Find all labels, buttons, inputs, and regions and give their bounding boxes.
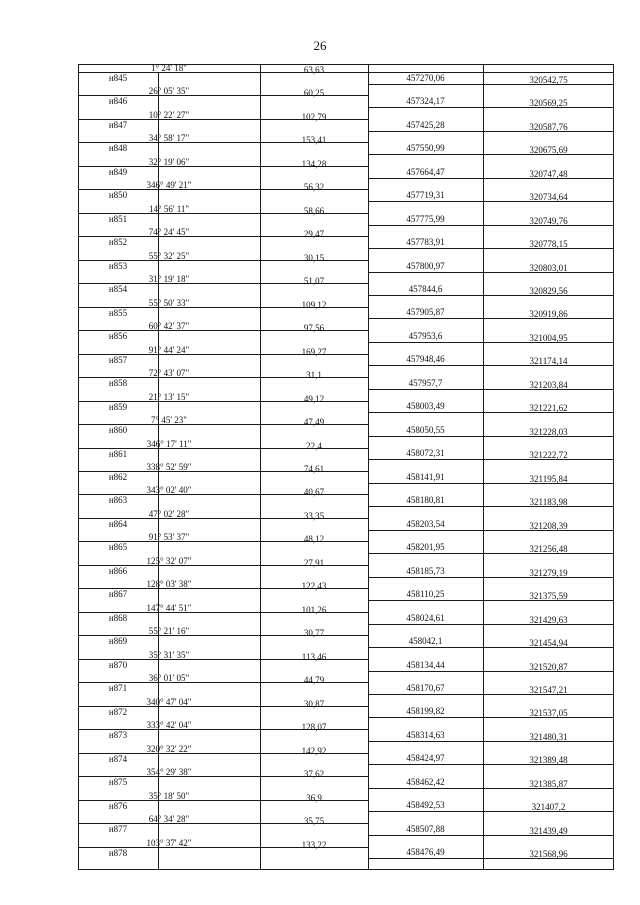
page-number: 26 [313, 38, 327, 53]
x-coordinate: 458072,31 [406, 448, 445, 458]
x-coordinate: 458141,91 [406, 472, 445, 482]
segment-length: 128,07 [301, 722, 327, 732]
y-coordinate: 321222,72 [529, 450, 568, 460]
point-name: н875 [108, 777, 128, 787]
segment-length: 27,91 [303, 558, 325, 568]
direction-angle: 31° 19' 18" [148, 274, 190, 284]
segment-length: 30,87 [303, 699, 325, 709]
point-name: н855 [108, 308, 128, 318]
point-name: н868 [108, 613, 128, 623]
segment-length: 56,32 [303, 182, 325, 192]
segment-length: 36,9 [306, 793, 322, 803]
x-coordinate: 457953,6 [408, 331, 443, 341]
point-name: н857 [108, 355, 128, 365]
direction-angle: 343° 02' 40" [146, 485, 192, 495]
point-name: н852 [108, 237, 128, 247]
x-coordinate: 457775,99 [406, 214, 445, 224]
y-coordinate: 320587,76 [529, 122, 568, 132]
segment-length: 31,1 [306, 370, 322, 380]
direction-angle: 32° 19' 06" [148, 157, 190, 167]
x-coordinate: 458201,95 [406, 542, 445, 552]
y-coordinate: 321228,03 [529, 427, 568, 437]
column-separator [368, 64, 369, 870]
y-coordinate: 321208,39 [529, 521, 568, 531]
x-coordinate: 458003,49 [406, 401, 445, 411]
direction-angle: 74° 24' 45" [148, 227, 190, 237]
y-coordinate: 321537,05 [529, 708, 568, 718]
segment-length: 51,07 [303, 276, 325, 286]
point-name: н870 [108, 660, 128, 670]
coordinates-table [78, 64, 614, 870]
point-name: н876 [108, 801, 128, 811]
point-name: н847 [108, 120, 128, 130]
column-separator [483, 64, 484, 870]
segment-length: 40,67 [303, 487, 325, 497]
x-coordinate: 458050,55 [406, 425, 445, 435]
segment-length: 33,35 [303, 511, 325, 521]
point-name: н849 [108, 167, 128, 177]
segment-length: 101,26 [301, 605, 327, 615]
direction-angle: 103° 37' 42" [146, 838, 192, 848]
y-coordinate: 320734,64 [529, 192, 568, 202]
x-coordinate: 458042,1 [408, 636, 443, 646]
segment-length: 44,79 [303, 675, 325, 685]
direction-angle: 55° 21' 16" [148, 626, 190, 636]
segment-length: 133,22 [301, 840, 327, 850]
y-coordinate: 321439,49 [529, 826, 568, 836]
point-name: н856 [108, 331, 128, 341]
segment-length: 122,43 [301, 581, 327, 591]
y-coordinate: 321183,98 [529, 497, 568, 507]
segment-length: 30,15 [303, 253, 325, 263]
segment-length: 35,75 [303, 816, 325, 826]
point-name: н853 [108, 261, 128, 271]
point-name: н871 [108, 683, 128, 693]
point-name: н859 [108, 402, 128, 412]
direction-angle: 7° 45' 23" [151, 415, 187, 425]
y-coordinate: 320829,56 [529, 286, 568, 296]
x-coordinate: 457948,46 [406, 354, 445, 364]
x-coordinate: 458492,53 [406, 800, 445, 810]
point-name: н873 [108, 730, 128, 740]
y-coordinate: 321568,96 [529, 849, 568, 859]
y-coordinate: 321256,48 [529, 544, 568, 554]
direction-angle: 26° 05' 35" [148, 86, 190, 96]
segment-length: 30,77 [303, 628, 325, 638]
point-name: н858 [108, 378, 128, 388]
x-coordinate: 458314,63 [406, 730, 445, 740]
table-border-right [613, 64, 614, 870]
segment-length: 58,66 [303, 206, 325, 216]
point-name: н845 [108, 73, 128, 83]
point-name: н862 [108, 472, 128, 482]
x-coordinate: 458134,44 [406, 660, 445, 670]
direction-angle: 60° 42' 37" [148, 321, 190, 331]
segment-length: 142,92 [301, 746, 327, 756]
x-coordinate: 458476,49 [406, 847, 445, 857]
x-coordinate: 458424,97 [406, 753, 445, 763]
segment-length: 63,63 [303, 65, 325, 75]
direction-angle: 35° 18' 50" [148, 791, 190, 801]
y-coordinate: 320569,25 [529, 98, 568, 108]
point-name: н874 [108, 754, 128, 764]
point-name: н850 [108, 190, 128, 200]
x-coordinate: 458462,42 [406, 777, 445, 787]
point-name: н869 [108, 636, 128, 646]
direction-angle: 333° 42' 04" [146, 720, 192, 730]
direction-angle: 346° 17' 11" [146, 439, 192, 449]
y-coordinate: 321375,59 [529, 591, 568, 601]
y-coordinate: 321454,94 [529, 638, 568, 648]
direction-angle: 10° 22' 27" [148, 110, 190, 120]
point-name: н846 [108, 96, 128, 106]
segment-length: 153,41 [301, 135, 327, 145]
direction-angle: 72° 43' 07" [148, 368, 190, 378]
x-coordinate: 458203,54 [406, 519, 445, 529]
point-name: н848 [108, 143, 128, 153]
direction-angle: 346° 49' 21" [146, 180, 192, 190]
direction-angle: 125° 32' 07" [146, 556, 192, 566]
x-coordinate: 457270,06 [406, 73, 445, 83]
x-coordinate: 457664,47 [406, 167, 445, 177]
direction-angle: 340° 47' 04" [146, 697, 192, 707]
x-coordinate: 457719,31 [406, 190, 445, 200]
y-coordinate: 321480,31 [529, 732, 568, 742]
point-name: н864 [108, 519, 128, 529]
y-coordinate: 321389,48 [529, 755, 568, 765]
x-coordinate: 457844,6 [408, 284, 443, 294]
y-coordinate: 320747,48 [529, 169, 568, 179]
y-coordinate: 321385,87 [529, 779, 568, 789]
x-coordinate: 457905,87 [406, 307, 445, 317]
segment-length: 74,61 [303, 464, 325, 474]
segment-length: 169,27 [301, 347, 327, 357]
point-name: н877 [108, 824, 128, 834]
direction-angle: 36° 01' 05" [148, 673, 190, 683]
point-name: н878 [108, 848, 128, 858]
segment-length: 60,25 [303, 88, 325, 98]
x-coordinate: 458180,81 [406, 495, 445, 505]
direction-angle: 55° 32' 25" [148, 251, 190, 261]
y-coordinate: 321407,2 [531, 802, 566, 812]
y-coordinate: 320919,86 [529, 309, 568, 319]
y-coordinate: 320542,75 [529, 75, 568, 85]
segment-length: 134,28 [301, 159, 327, 169]
x-coordinate: 458170,67 [406, 683, 445, 693]
segment-length: 29,47 [303, 229, 325, 239]
y-coordinate: 321279,19 [529, 568, 568, 578]
segment-length: 22,4 [306, 441, 322, 451]
y-coordinate: 321004,95 [529, 333, 568, 343]
y-coordinate: 321203,84 [529, 380, 568, 390]
direction-angle: 64° 34' 28" [148, 814, 190, 824]
point-name: н860 [108, 425, 128, 435]
direction-angle: 55° 50' 33" [148, 298, 190, 308]
point-name: н861 [108, 449, 128, 459]
x-coordinate: 458507,88 [406, 824, 445, 834]
point-name: н865 [108, 542, 128, 552]
x-coordinate: 458199,82 [406, 706, 445, 716]
direction-angle: 128° 03' 38" [146, 579, 192, 589]
direction-angle: 35° 31' 35" [148, 650, 190, 660]
y-coordinate: 320675,69 [529, 145, 568, 155]
segment-length: 113,46 [301, 652, 327, 662]
y-coordinate: 320778,15 [529, 239, 568, 249]
x-coordinate: 457425,28 [406, 120, 445, 130]
x-coordinate: 457783,91 [406, 237, 445, 247]
segment-length: 48,12 [303, 534, 325, 544]
x-coordinate: 457324,17 [406, 96, 445, 106]
point-name: н872 [108, 707, 128, 717]
y-coordinate: 321429,63 [529, 615, 568, 625]
direction-angle: 147° 44' 51" [146, 603, 192, 613]
direction-angle: 47° 02' 28" [148, 509, 190, 519]
y-coordinate: 321520,87 [529, 662, 568, 672]
x-coordinate: 458185,73 [406, 566, 445, 576]
x-coordinate: 457957,7 [408, 378, 443, 388]
y-coordinate: 320803,01 [529, 263, 568, 273]
segment-length: 37,62 [303, 769, 325, 779]
direction-angle: 91° 44' 24" [148, 345, 190, 355]
segment-length: 109,12 [301, 300, 327, 310]
y-coordinate: 321221,62 [529, 403, 568, 413]
x-coordinate: 457800,97 [406, 261, 445, 271]
point-name: н867 [108, 589, 128, 599]
point-name: н866 [108, 566, 128, 576]
direction-angle: 320° 32' 22" [146, 744, 192, 754]
direction-angle: 1° 24' 18" [151, 63, 187, 73]
direction-angle: 21° 13' 15" [148, 392, 190, 402]
y-coordinate: 321547,21 [529, 685, 568, 695]
segment-length: 49,12 [303, 394, 325, 404]
direction-angle: 34° 58' 17" [148, 133, 190, 143]
direction-angle: 338° 52' 59" [146, 462, 192, 472]
x-coordinate: 457550,99 [406, 143, 445, 153]
y-coordinate: 321174,14 [529, 356, 568, 366]
segment-length: 102,79 [301, 112, 327, 122]
x-coordinate: 458110,25 [406, 589, 445, 599]
direction-angle: 91° 53' 37" [148, 532, 190, 542]
y-coordinate: 320749,76 [529, 216, 568, 226]
segment-length: 97,56 [303, 323, 325, 333]
segment-length: 47,49 [303, 417, 325, 427]
point-name: н854 [108, 284, 128, 294]
point-name: н863 [108, 495, 128, 505]
direction-angle: 354° 29' 38" [146, 767, 192, 777]
direction-angle: 14° 56' 11" [148, 204, 190, 214]
point-name: н851 [108, 214, 128, 224]
x-coordinate: 458024,61 [406, 613, 445, 623]
y-coordinate: 321195,84 [529, 474, 568, 484]
